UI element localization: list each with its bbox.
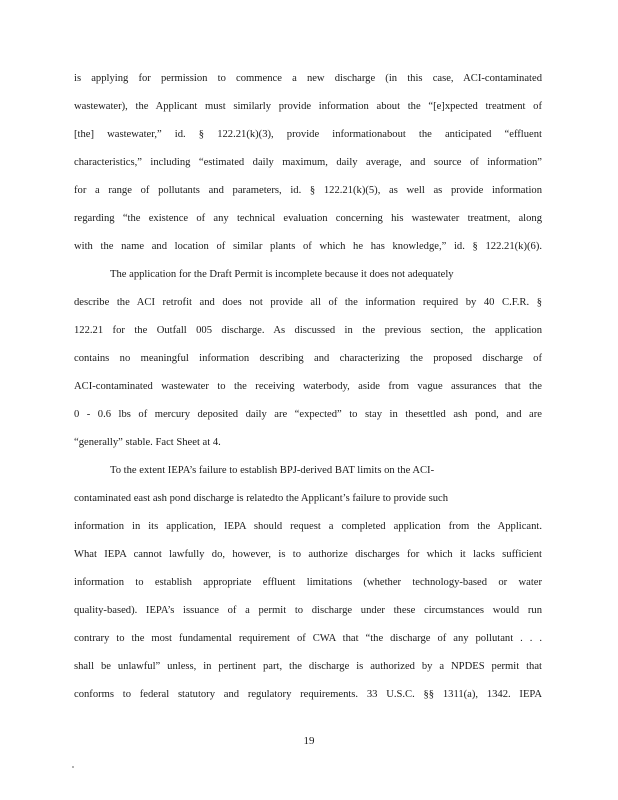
text-line: with the name and location of similar plants of which he has knowledge,” id. § 122.21(k)(6). <box>74 241 542 252</box>
text-line: regarding “the existence of any technical evaluation concerning his wastewater treatment, along <box>74 213 542 224</box>
text-line: conforms to federal statutory and regulatory requirements. 33 U.S.C. §§ 1311(a), 1342. IEPA <box>74 689 542 700</box>
text-line: 0 - 0.6 lbs of mercury deposited daily are “expected” to stay in thesettled ash pond, and are <box>74 409 542 420</box>
text-line: [the] wastewater,” id. § 122.21(k)(3), provide informationabout the anticipated “effluent <box>74 129 542 140</box>
text-line: describe the ACI retrofit and does not provide all of the information required by 40 C.F.R. § <box>74 297 542 308</box>
text-line: characteristics,” including “estimated daily maximum, daily average, and source of information” <box>74 157 542 168</box>
text-line: wastewater), the Applicant must similarly provide information about the “[e]xpected treatment of <box>74 101 542 112</box>
text-line: information to establish appropriate effluent limitations (whether technology-based or water <box>74 577 542 588</box>
text-line: contrary to the most fundamental requirement of CWA that “the discharge of any pollutant . . . <box>74 633 542 644</box>
text-line: is applying for permission to commence a new discharge (in this case, ACI-contaminated <box>74 73 542 84</box>
text-line: “generally” stable. Fact Sheet at 4. <box>74 437 221 448</box>
text-line: ACI-contaminated wastewater to the receiving waterbody, aside from vague assurances that the <box>74 381 542 392</box>
text-line: information in its application, IEPA should request a completed application from the Applicant. <box>74 521 542 532</box>
text-line: What IEPA cannot lawfully do, however, is to authorize discharges for which it lacks sufficient <box>74 549 542 560</box>
text-line: The application for the Draft Permit is incomplete because it does not adequately <box>110 269 454 280</box>
text-line: contains no meaningful information describing and characterizing the proposed discharge of <box>74 353 542 364</box>
text-line: To the extent IEPA’s failure to establish BPJ-derived BAT limits on the ACI- <box>110 465 435 476</box>
text-line: contaminated east ash pond discharge is relatedto the Applicant’s failure to provide such <box>74 493 449 504</box>
text-line: quality-based). IEPA’s issuance of a permit to discharge under these circumstances would run <box>74 605 542 616</box>
text-line: 122.21 for the Outfall 005 discharge. As discussed in the previous section, the application <box>74 325 542 336</box>
text-line: shall be unlawful” unless, in pertinent part, the discharge is authorized by a NPDES permit that <box>74 661 542 672</box>
text-line: for a range of pollutants and parameters, id. § 122.21(k)(5), as well as provide information <box>74 185 542 196</box>
page-number: 19 <box>303 735 315 747</box>
scan-mark <box>72 766 74 768</box>
